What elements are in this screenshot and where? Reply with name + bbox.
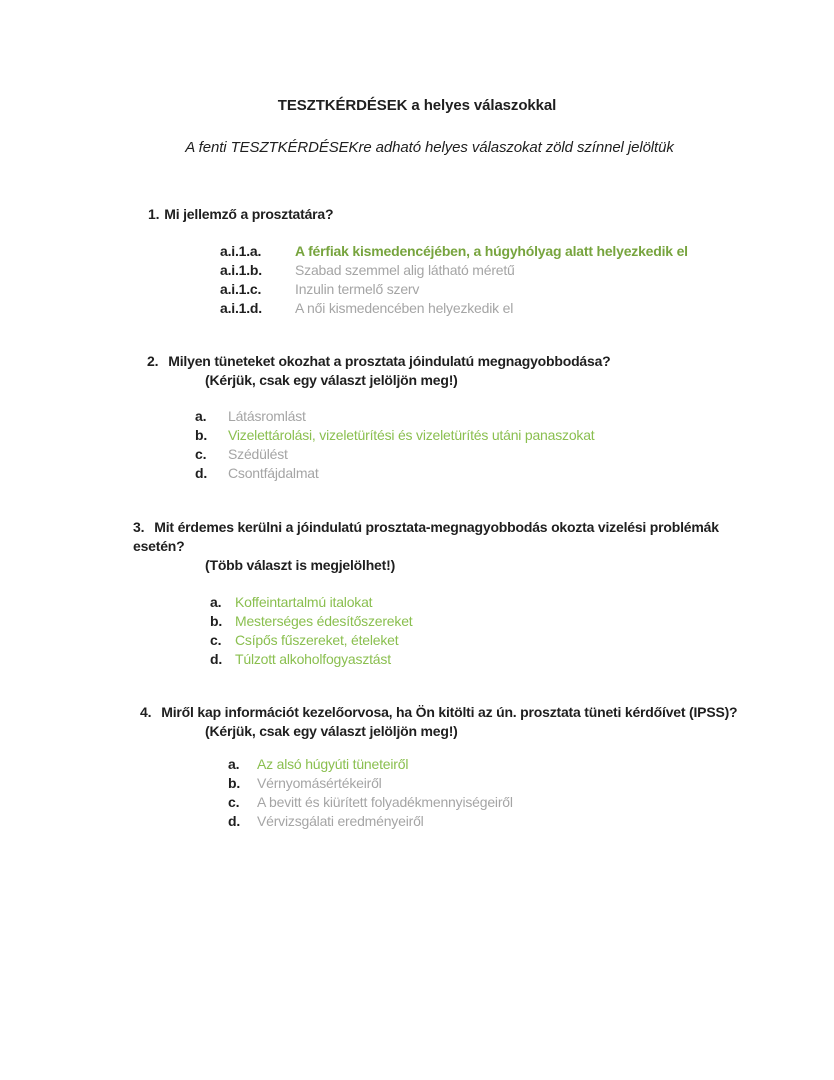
option-row (220, 242, 808, 261)
option-row (195, 464, 807, 483)
option-label: a.i.1.d. (220, 300, 262, 316)
page-title: TESZTKÉRDÉSEK a helyes válaszokkal (277, 97, 557, 114)
option-row (220, 280, 808, 299)
option-text: Inzulin termelő szerv (295, 281, 420, 297)
option-row (220, 299, 808, 318)
option-row (210, 612, 753, 631)
question-4 (140, 703, 830, 831)
option-label: b. (228, 775, 241, 791)
question-3 (133, 518, 753, 669)
option-label: a.i.1.c. (220, 281, 262, 297)
option-row (220, 261, 808, 280)
option-label: c. (228, 794, 240, 810)
question-1 (148, 205, 808, 318)
option-label: c. (195, 446, 207, 462)
option-label: d. (210, 651, 223, 667)
option-row (195, 426, 807, 445)
option-text-correct: Koffeintartalmú italokat (235, 594, 373, 610)
question-1-heading (148, 205, 808, 224)
option-label: a. (210, 594, 222, 610)
option-label: c. (210, 632, 222, 648)
option-label: d. (195, 465, 208, 481)
question-3-instruction: (Több választ is megjelölhet!) (205, 557, 396, 573)
option-text: A női kismedencében helyezkedik el (295, 300, 514, 316)
option-label: a. (228, 756, 240, 772)
question-4-heading (140, 703, 830, 722)
option-text-correct: Az alsó húgyúti tüneteiről (257, 756, 409, 772)
option-label: a.i.1.a. (220, 243, 262, 259)
question-2-number: 2. (147, 353, 159, 369)
option-row (228, 755, 830, 774)
option-row (210, 631, 753, 650)
option-text-correct: Túlzott alkoholfogyasztást (235, 651, 391, 667)
question-4-text: Miről kap információt kezelőorvosa, ha Ön kitölti az ún. prosztata tüneti kérdőívet (IPSS)? (161, 704, 738, 720)
question-3-heading (133, 518, 753, 556)
question-4-options (140, 755, 830, 831)
option-row (228, 793, 830, 812)
question-1-number: 1. (148, 206, 160, 222)
option-text: Látásromlást (228, 408, 306, 424)
option-label: d. (228, 813, 241, 829)
question-2-options (147, 407, 807, 483)
question-1-options (148, 242, 808, 318)
option-text: A bevitt és kiürített folyadékmennyiségeiről (257, 794, 513, 810)
option-text: Csontfájdalmat (228, 465, 319, 481)
option-text-correct: A férfiak kismedencéjében, a húgyhólyag alatt helyezkedik el (295, 243, 688, 259)
option-row (195, 407, 807, 426)
question-4-number: 4. (140, 704, 152, 720)
question-1-text: Mi jellemző a prosztatára? (164, 206, 334, 222)
option-text-correct: Csípős fűszereket, ételeket (235, 632, 399, 648)
option-text-correct: Vizelettárolási, vizeletürítési és vizeletürítés utáni panaszokat (228, 427, 595, 443)
option-text: Vérvizsgálati eredményeiről (257, 813, 424, 829)
option-row (210, 593, 753, 612)
question-3-options (133, 593, 753, 669)
question-3-number: 3. (133, 519, 145, 535)
option-text: Szédülést (228, 446, 288, 462)
option-row (195, 445, 807, 464)
option-row (228, 812, 830, 831)
option-row (228, 774, 830, 793)
option-row (210, 650, 753, 669)
question-3-text: Mit érdemes kerülni a jóindulatú prosztata-megnagyobbodás okozta vizelési problémák esetén? (133, 519, 719, 554)
question-2-instruction: (Kérjük, csak egy választ jelöljön meg!) (205, 372, 458, 388)
option-label: b. (195, 427, 208, 443)
option-label: a.i.1.b. (220, 262, 262, 278)
option-text: Szabad szemmel alig látható méretű (295, 262, 515, 278)
option-label: a. (195, 408, 207, 424)
question-2-text: Milyen tüneteket okozhat a prosztata jóindulatú megnagyobbodása? (168, 353, 611, 369)
page-subtitle: A fenti TESZTKÉRDÉSEKre adható helyes válaszokat zöld színnel jelöltük (185, 139, 674, 156)
option-label: b. (210, 613, 223, 629)
option-text: Vérnyomásértékeiről (257, 775, 382, 791)
question-4-instruction: (Kérjük, csak egy választ jelöljön meg!) (205, 723, 458, 739)
question-2 (147, 352, 807, 483)
question-2-heading (147, 352, 807, 371)
option-text-correct: Mesterséges édesítőszereket (235, 613, 413, 629)
